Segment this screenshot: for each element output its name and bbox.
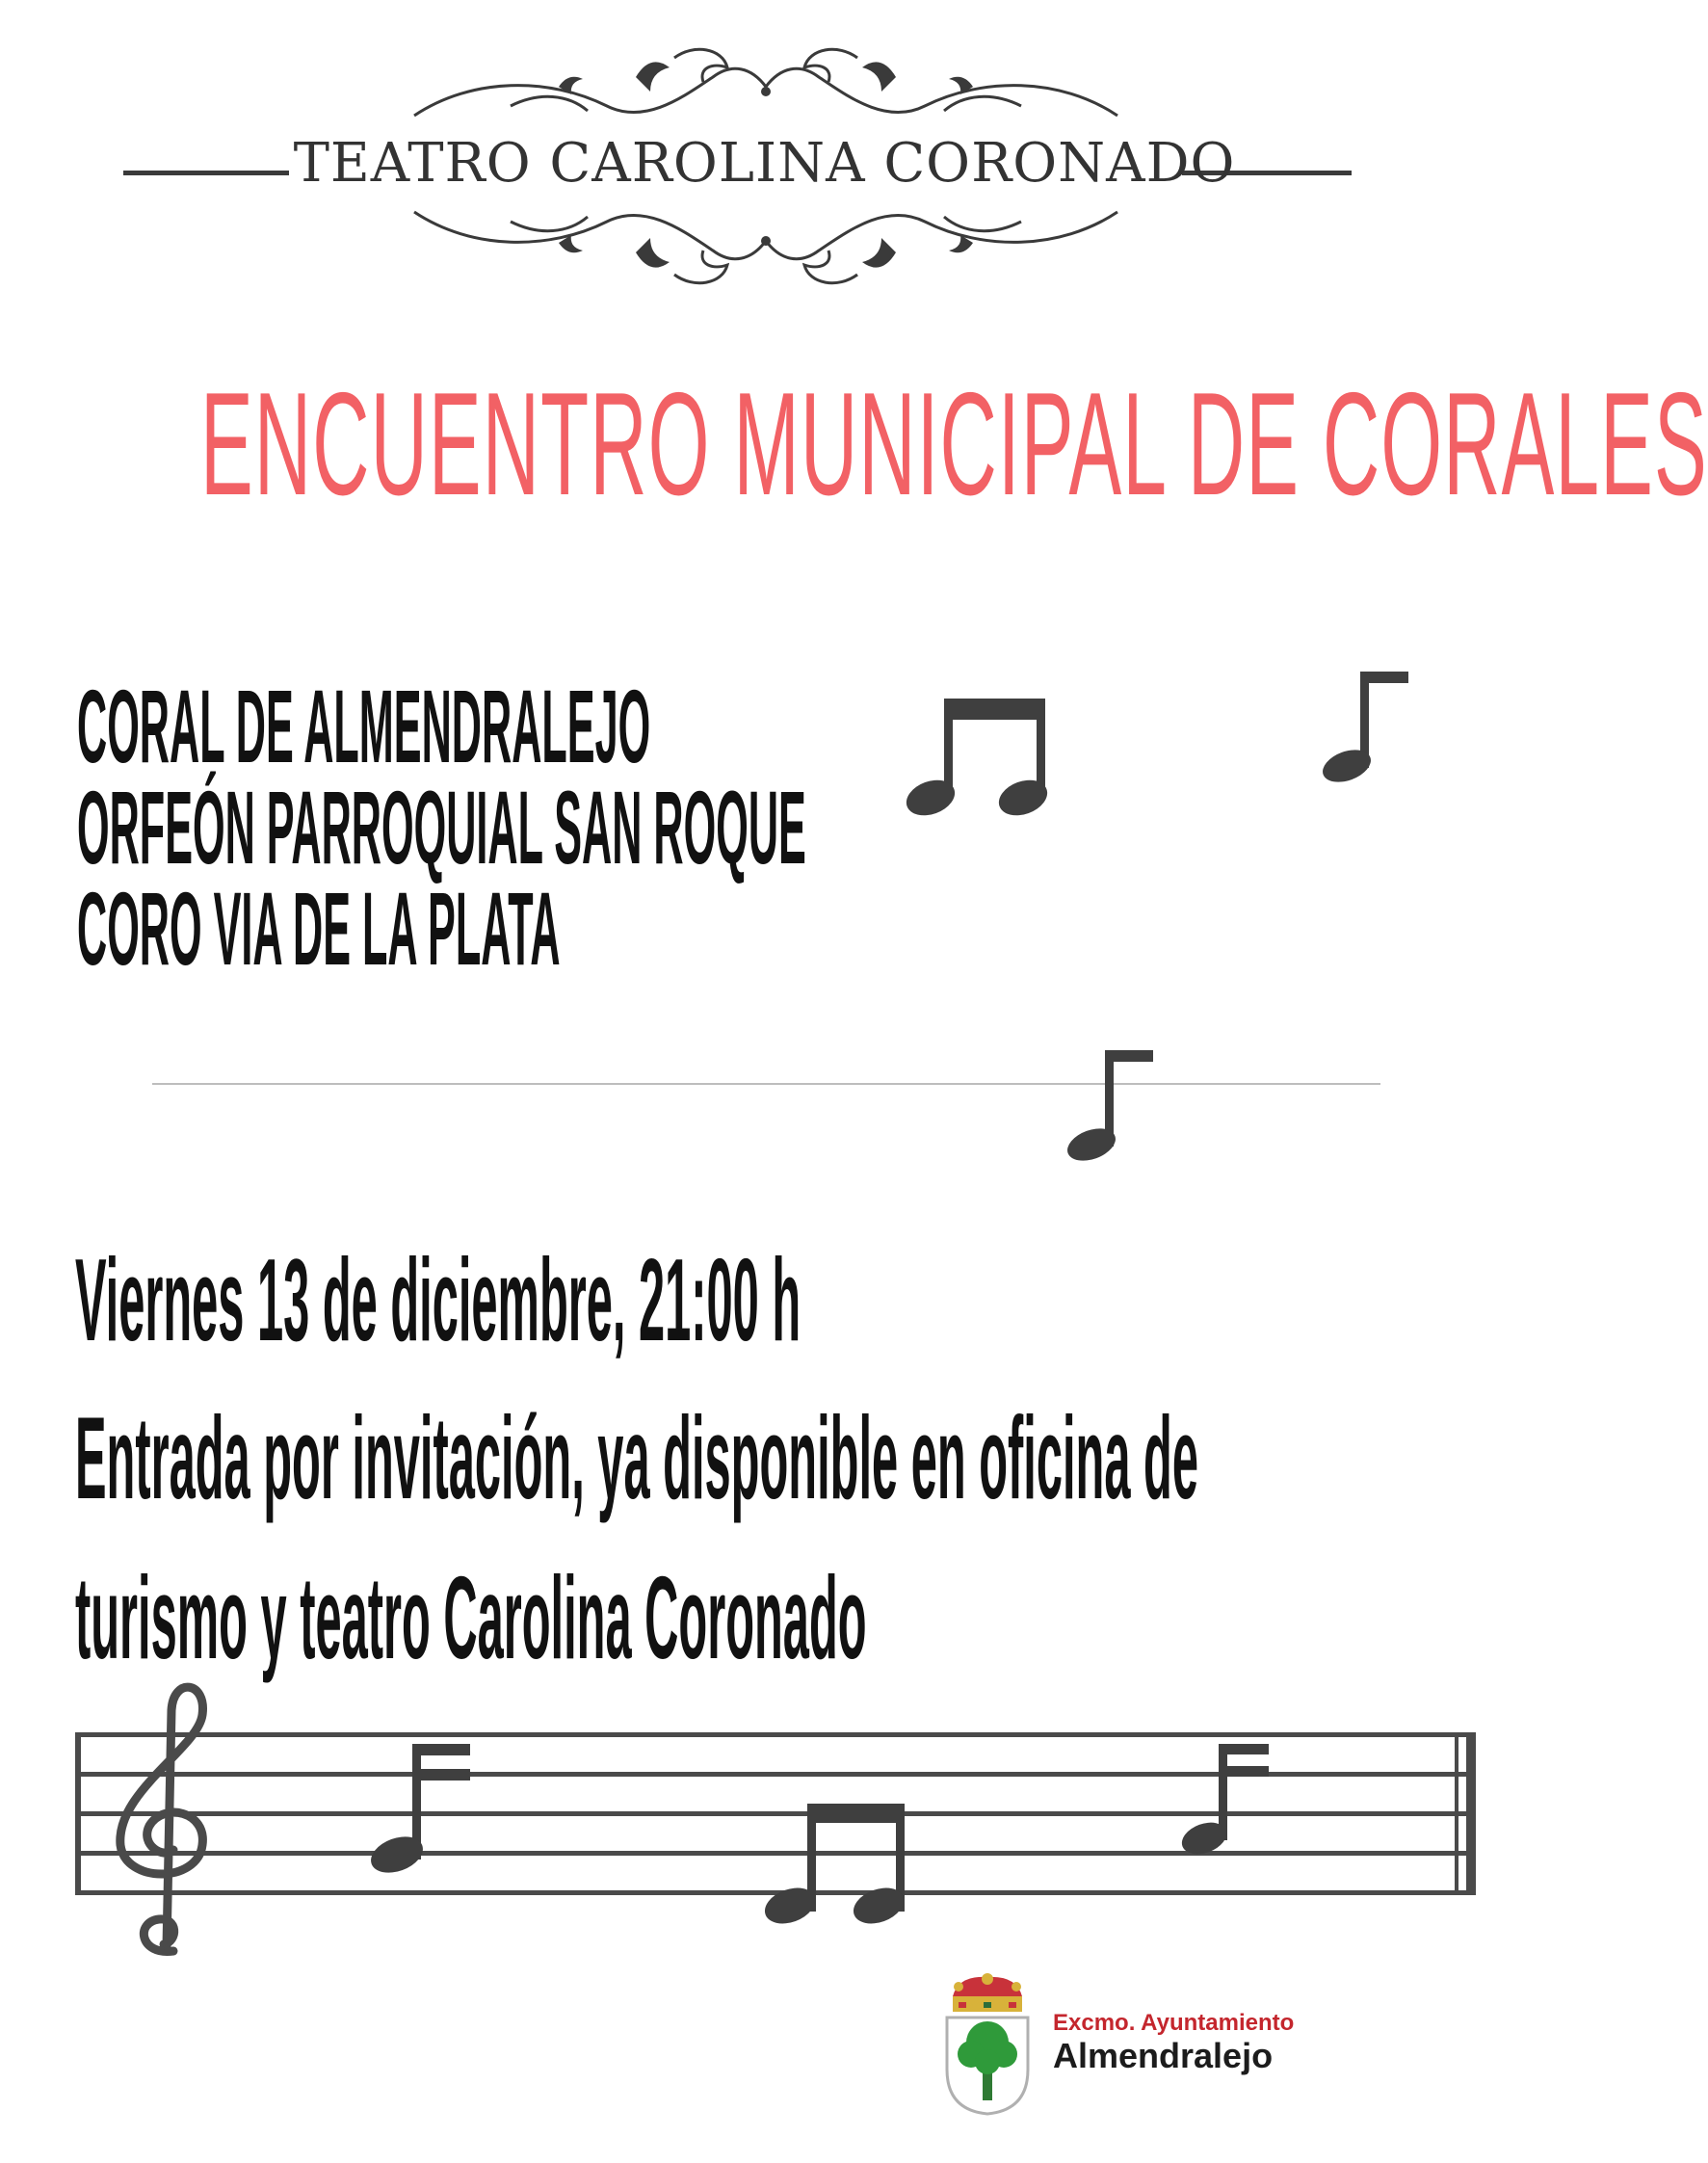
beamed-eighth-notes-icon — [906, 694, 1050, 819]
ornament-top-icon — [395, 39, 1137, 135]
eighth-note-icon — [1064, 1048, 1161, 1164]
logo-line-2: Almendralejo — [1053, 2036, 1274, 2075]
coat-of-arms-icon — [939, 1973, 1036, 2118]
treble-clef-icon — [120, 1687, 203, 1951]
event-date-time: Viernes 13 de diciembre, 21:00 h — [75, 1234, 801, 1365]
eighth-note-icon — [1320, 670, 1416, 785]
entry-info-line: Entrada por invitación, ya disponible en oficina de — [75, 1392, 1198, 1523]
ornament-bottom-icon — [395, 193, 1137, 299]
venue-title: TEATRO CAROLINA CORONADO — [293, 132, 1236, 195]
choir-item: ORFEÓN PARROQUIAL SAN ROQUE — [77, 769, 806, 885]
choir-item: CORO VIA DE LA PLATA — [77, 870, 561, 987]
music-staff — [67, 1676, 1484, 1965]
entry-info-line: turismo y teatro Carolina Coronado — [75, 1552, 867, 1683]
divider-line — [152, 1083, 1380, 1085]
event-title: ENCUENTRO MUNICIPAL DE CORALES — [200, 362, 1708, 526]
choir-item: CORAL DE ALMENDRALEJO — [77, 668, 651, 784]
logo-line-1: Excmo. Ayuntamiento — [1053, 2010, 1295, 2036]
